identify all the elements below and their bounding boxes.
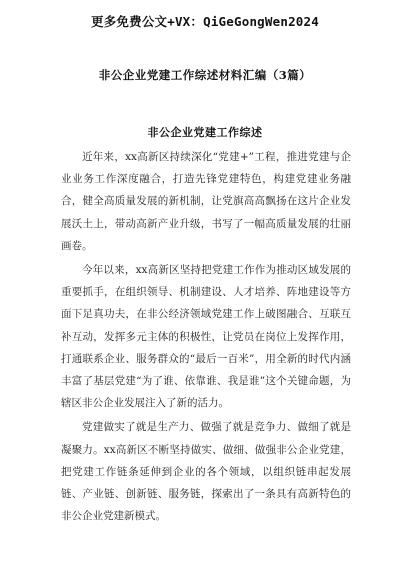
- document-title: 非公企业党建工作综述材料汇编（3篇）: [98, 68, 312, 82]
- section-title: 非公企业党建工作综述: [147, 126, 263, 139]
- paragraph: 今年以来，xx高新区坚持把党建工作作为推动区域发展的重要抓手，在组织领导、机制建设、人才培养、阵地建设等方面下足真功夫，在非公经济领域党建工作上破图融合、互联互补互动，发挥多元主体的积极性，让党员在岗位上发挥作用，打通联系企业、服务群众的“最后一百米”，用全新的时代内涵丰富了基层党建“为了谁、依靠谁、我是谁”这个关键命题，为辖区非公企业发展注入了新的活力。: [61, 264, 351, 410]
- body-text: [61, 146, 351, 529]
- paragraph: 近年来，xx高新区持续深化“党建+”工程，推进党建与企业业务工作深度融合，打造先锋党建特色，构建党建业务融合，健全高质量发展的新机制，让党旗高高飘扬在这片企业发展沃土上，带动高新产业升级，书写了一幅高质量发展的壮丽画卷。: [61, 151, 351, 252]
- promo-banner: 更多免费公文+VX：QiGeGongWen2024: [91, 14, 319, 29]
- paragraph: 党建做实了就是生产力、做强了就是竞争力、做细了就是凝聚力。xx高新区不断坚持做实、做细、做强非公企业党建，把党建工作链条延伸到企业的各个领域，以组织链串起发展链、产业链、创新链、服务链，探索出了一条具有高新特色的非公企业党建新模式。: [61, 421, 351, 523]
